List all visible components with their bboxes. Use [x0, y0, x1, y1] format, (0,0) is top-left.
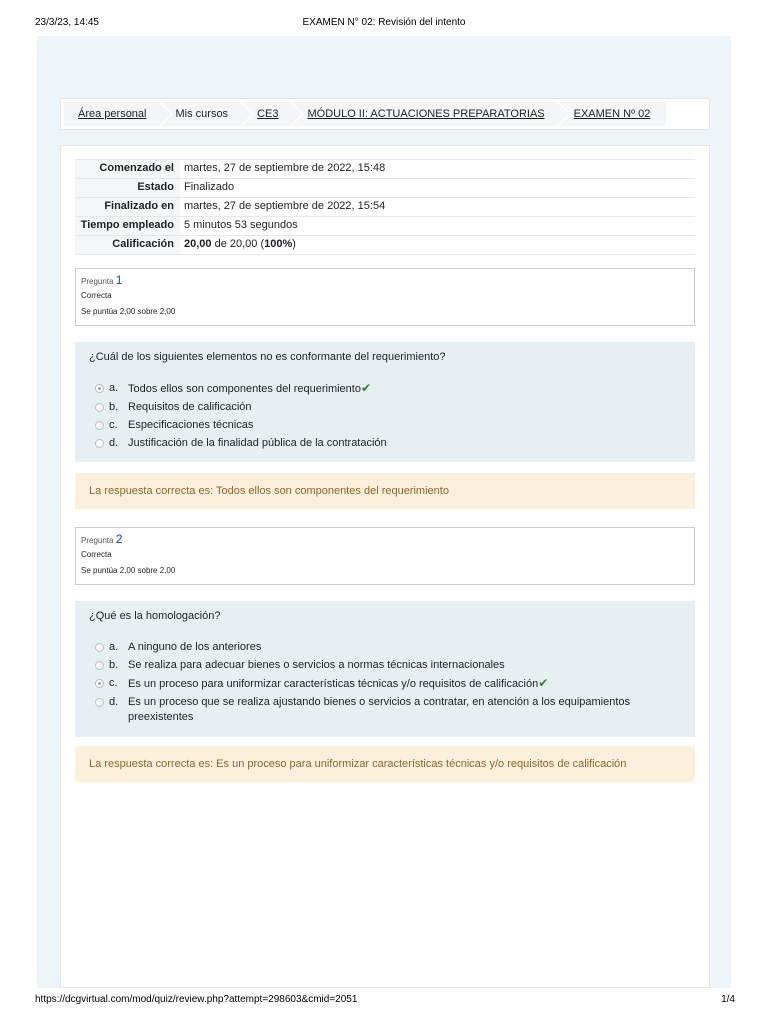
print-date: 23/3/23, 14:45: [35, 17, 99, 28]
breadcrumb-item-module[interactable]: MÓDULO II: ACTUACIONES PREPARATORIAS: [292, 102, 556, 126]
answer-option[interactable]: b. Requisitos de calificación: [95, 400, 665, 415]
question-info-2: [75, 527, 695, 585]
answer-option[interactable]: d. Justificación de la finalidad pública de la contratación: [95, 436, 665, 451]
question-state: Correcta: [81, 550, 112, 559]
radio-icon[interactable]: [95, 698, 104, 707]
question-number: Pregunta 2: [81, 532, 123, 546]
print-title: EXAMEN N° 02: Revisión del intento: [302, 17, 466, 28]
summary-value: martes, 27 de septiembre de 2022, 15:48: [184, 162, 386, 174]
print-page-count: 1/4: [721, 994, 735, 1005]
radio-icon[interactable]: [95, 661, 104, 670]
summary-row-grade: [75, 236, 695, 255]
breadcrumb-bar: [60, 98, 710, 130]
question-text: ¿Qué es la homologación?: [89, 610, 221, 622]
summary-label: Estado: [75, 179, 180, 198]
summary-label: Finalizado en: [75, 198, 180, 217]
summary-value: martes, 27 de septiembre de 2022, 15:54: [184, 200, 386, 212]
radio-icon[interactable]: [95, 384, 104, 393]
summary-row-finished: [75, 198, 695, 217]
question-grade: Se puntúa 2,00 sobre 2,00: [81, 307, 176, 316]
question-state: Correcta: [81, 291, 112, 300]
answer-option[interactable]: c. Especificaciones técnicas: [95, 418, 665, 433]
breadcrumb-item-exam[interactable]: EXAMEN Nº 02: [559, 102, 667, 126]
correct-answer-feedback-1: La respuesta correcta es: Todos ellos son componentes del requerimiento: [75, 473, 695, 509]
summary-label: Comenzado el: [75, 160, 180, 179]
answer-option[interactable]: c. Es un proceso para uniformizar características técnicas y/o requisitos de calificación✔: [95, 676, 665, 692]
summary-value: Finalizado: [184, 181, 235, 193]
breadcrumb: [64, 102, 668, 126]
question-grade: Se puntúa 2,00 sobre 2,00: [81, 566, 176, 575]
correct-answer-feedback-2: La respuesta correcta es: Es un proceso para uniformizar características técnicas y/o requisitos de calificación: [75, 746, 695, 782]
radio-icon[interactable]: [95, 643, 104, 652]
radio-icon[interactable]: [95, 439, 104, 448]
answer-option[interactable]: b. Se realiza para adecuar bienes o servicios a normas técnicas internacionales: [95, 658, 665, 673]
breadcrumb-item-area-personal[interactable]: Área personal: [64, 102, 159, 126]
answer-option[interactable]: d. Es un proceso que se realiza ajustando bienes o servicios a contratar, en atención a los equipamientos preexistentes: [95, 695, 665, 725]
answer-option[interactable]: a. Todos ellos son componentes del requerimiento✔: [95, 381, 665, 397]
breadcrumb-item-mis-cursos: Mis cursos: [161, 102, 241, 126]
question-formulation-1: [75, 342, 695, 462]
radio-icon[interactable]: [95, 679, 104, 688]
summary-label: Tiempo empleado: [75, 217, 180, 236]
radio-icon[interactable]: [95, 403, 104, 412]
answer-list: [95, 381, 665, 454]
answer-option[interactable]: a. A ninguno de los anteriores: [95, 640, 665, 655]
summary-row-started: [75, 160, 695, 179]
check-icon: ✔: [360, 381, 372, 395]
answer-list: [95, 640, 665, 728]
summary-label: Calificación: [75, 236, 180, 255]
check-icon: ✔: [538, 676, 549, 690]
summary-value: 5 minutos 53 segundos: [184, 219, 298, 231]
summary-grade-value: 20,00 de 20,00 (100%): [184, 238, 296, 250]
question-number: Pregunta 1: [81, 273, 123, 287]
print-footer: [0, 994, 768, 1008]
summary-row-state: [75, 179, 695, 198]
breadcrumb-item-course[interactable]: CE3: [242, 102, 290, 126]
print-url: https://dcgvirtual.com/mod/quiz/review.php?attempt=298603&cmid=2051: [35, 994, 358, 1005]
question-text: ¿Cuál de los siguientes elementos no es conformante del requerimiento?: [89, 351, 446, 363]
attempt-summary-table: [75, 159, 695, 255]
question-formulation-2: [75, 601, 695, 737]
print-header: [0, 17, 768, 31]
question-info-1: [75, 268, 695, 326]
radio-icon[interactable]: [95, 421, 104, 430]
summary-row-time-taken: [75, 217, 695, 236]
